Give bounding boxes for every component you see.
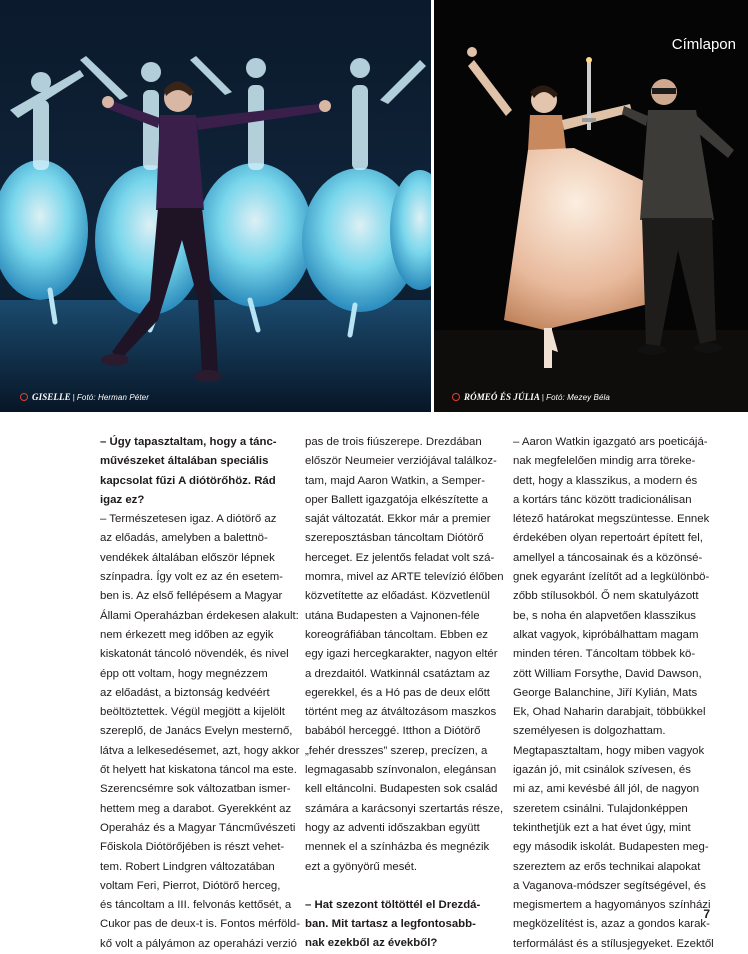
photo-credit: Fotó: Mezey Béla (546, 393, 610, 402)
text-line (305, 877, 527, 896)
text-line: zőbb stílusokból. Ő nem skatulyázott (513, 590, 699, 603)
photo-title: RÓMEÓ ÉS JÚLIA (464, 392, 540, 402)
text-line: és táncoltam a III. felvonás kettősét, a (100, 899, 292, 912)
question-line: művészeket általában speciális (100, 455, 269, 468)
text-line: vendékek általában először lépnek (100, 551, 275, 564)
question-line: kapcsolat fűzi A diótörőhöz. Rád (100, 474, 276, 487)
text-line: érdekében olyan repertoárt épített fel, (513, 532, 703, 545)
text-line: koreográfiában táncoltam. Ebben ez (305, 628, 489, 641)
text-line: mennek el a színházba és megnézik (305, 841, 490, 854)
text-line: babából herceggé. Itthon a Diótörő (305, 725, 481, 738)
text-line: Állami Operaházban érdekesen alakult: (100, 609, 299, 622)
text-line: megközelítést is, azaz a gondos karak- (513, 918, 710, 931)
section-label: Címlapon (671, 36, 736, 53)
text-line: ben is. Az első fellépésem a Magyar (100, 590, 283, 603)
text-line: egerekkel, és a Hó pas de deux előtt (305, 686, 490, 699)
text-line: a kortárs tánc között tradicionálisan (513, 493, 692, 506)
text-line: oper Ballett igazgatója elkészítette a (305, 493, 488, 506)
caption-separator: | (72, 393, 75, 402)
text-line: kiskatonát táncoló növendék, és nivel (100, 648, 289, 661)
text-line: utána Budapesten a Vajnonen-féle (305, 609, 480, 622)
text-line: – Aaron Watkin igazgató ars poeticájá- (513, 436, 708, 448)
question-line: nak ezekből az évekből? (305, 937, 438, 950)
text-line: Cukor pas de deux-t is. Fontos mérföld- (100, 918, 301, 931)
text-line: számára a karácsonyi szertartás része, (305, 802, 504, 815)
text-line: momra, mivel az ARTE televízió élőben (305, 571, 504, 584)
text-line: ezt a gyönyörű mesét. (305, 860, 418, 873)
text-line: dett, hogy a klasszikus, a modern és (513, 474, 698, 487)
question-line: igaz ez? (100, 493, 145, 506)
giselle-photo (0, 0, 431, 412)
text-line: először Neumeier verziójával találkoz- (305, 455, 497, 468)
text-line: „fehér dresszes” szerep, precízen, a (305, 744, 488, 757)
giselle-image (0, 0, 431, 412)
text-line: színpadra. Így volt ez az én esetem- (100, 571, 283, 584)
text-line: hettem meg a darabot. Gyerekként az (100, 802, 292, 815)
text-line: legmagasabb színvonalon, elegánsan (305, 764, 497, 777)
text-line: kell eltáncolni. Budapesten sok család (305, 783, 498, 796)
text-line: Főiskola Diótörőjében is részt vehet- (100, 841, 285, 854)
text-column-1 (100, 433, 312, 954)
text-line: szeretem csinálni. Tulajdonképpen (513, 802, 688, 815)
text-line: – Természetesen igaz. A diótörő az (100, 513, 277, 526)
caption-bullet-icon (452, 393, 460, 401)
photo-title: GISELLE (32, 392, 71, 402)
text-line: létező határokat megszüntesse. Ennek (513, 513, 710, 526)
question-line: – Úgy tapasztaltam, hogy a tánc- (100, 436, 277, 448)
text-line: szereplő, de Janács Evelyn mesternő, (100, 725, 293, 738)
text-line: amellyel a táncosainak és a közönsé- (513, 551, 703, 564)
text-line: egy második iskolát. Budapesten meg- (513, 841, 709, 854)
text-line: mi az, ami kevésbé áll jól, de nagyon (513, 783, 700, 796)
text-line: gnek egyaránt ízelítőt ad a legkülönbö- (513, 571, 710, 584)
text-line: beöltöztettek. Végül megjött a kijelölt (100, 706, 285, 719)
text-line: tekinthetjük ezt a hat évet úgy, mint (513, 821, 691, 834)
text-line: terformálást és a stílusjegyeket. Ezektől (513, 937, 714, 950)
text-line: Operaház és a Magyar Táncművészeti (100, 821, 296, 834)
text-line: alkat vagyok, kipróbálhattam magam (513, 628, 699, 641)
giselle-caption (20, 392, 149, 402)
text-column-2 (305, 433, 527, 954)
text-line: a Vaganova-módszer segítségével, és (513, 879, 706, 892)
text-line: nem érkezett meg időben az egyik (100, 628, 274, 641)
caption-bullet-icon (20, 393, 28, 401)
text-line: Ek, Ohad Naharin darabjait, többükkel (513, 706, 706, 719)
text-line: személyesen is dolgozhattam. (513, 725, 666, 738)
text-line: őt helyett hat kiskatona táncol ma este. (100, 764, 297, 777)
text-column-3 (513, 433, 737, 954)
text-line: herceget. Ez jelentős feladat volt szá- (305, 551, 495, 564)
page-number: 7 (703, 907, 710, 921)
romeo-juliet-photo (434, 0, 748, 412)
text-line: megismertem a hagyományos színházi (513, 899, 711, 912)
caption-separator: | (541, 393, 545, 402)
text-line: egy igazi hercegkarakter, nagyon eltér (305, 648, 498, 661)
text-line: tem. Robert Lindgren változatában (100, 860, 275, 873)
text-line: a drezdaitól. Watkinnál csatáztam az (305, 667, 491, 680)
text-line: az előadás, amelyben a balettnö- (100, 532, 268, 545)
text-line: Szerencsémre sok változatban ismer- (100, 783, 291, 796)
text-line: az előadást, a biztonság kedvéért (100, 686, 270, 699)
text-line: be, s noha én alapvetően klasszikus (513, 609, 697, 622)
text-line: közvetítette az előadást. Közvetlenül (305, 590, 490, 603)
text-line: nak megfelelően mindig arra törekе- (513, 455, 696, 468)
question-line: ban. Mit tartasz a legfontosabb- (305, 918, 476, 931)
romeo-juliet-image (434, 0, 748, 412)
text-line: igazán jó, mit csinálok szívesen, és (513, 764, 691, 777)
text-line: voltam Feri, Pierrot, Diótörő herceg, (100, 879, 281, 892)
text-line: tam, majd Aaron Watkin, a Semper- (305, 474, 485, 487)
text-line: minden téren. Táncoltam többek kö- (513, 648, 696, 661)
text-line: épp ott voltam, hogy megnézzem (100, 667, 268, 680)
text-line: saját változatát. Ekkor már a premier (305, 513, 491, 526)
photo-credit: Fotó: Herman Péter (76, 393, 149, 402)
text-line: történt meg az átváltozásom maszkos (305, 706, 497, 719)
text-line: szereposztásban táncoltam Diótörő (305, 532, 484, 545)
romeo-juliet-caption (452, 392, 610, 402)
text-line: hogy az adventi időszakban együtt (305, 821, 480, 834)
text-line: pas de trois fiúszerepe. Drezdában (305, 436, 482, 448)
text-line: kő volt a pályámon az operaházi verzió (100, 937, 297, 950)
text-line: George Balanchine, Jiří Kylián, Mats (513, 686, 698, 699)
text-line: Megtapasztaltam, hogy miben vagyok (513, 744, 705, 757)
question-line: – Hat szezont töltöttél el Drezdá- (305, 898, 481, 911)
text-line: látva a lelkesedésemet, azt, hogy akkor (100, 744, 300, 757)
text-line: szereztem az erős technikai alapokat (513, 860, 701, 873)
text-line: zött William Forsythe, David Dawson, (513, 667, 702, 680)
